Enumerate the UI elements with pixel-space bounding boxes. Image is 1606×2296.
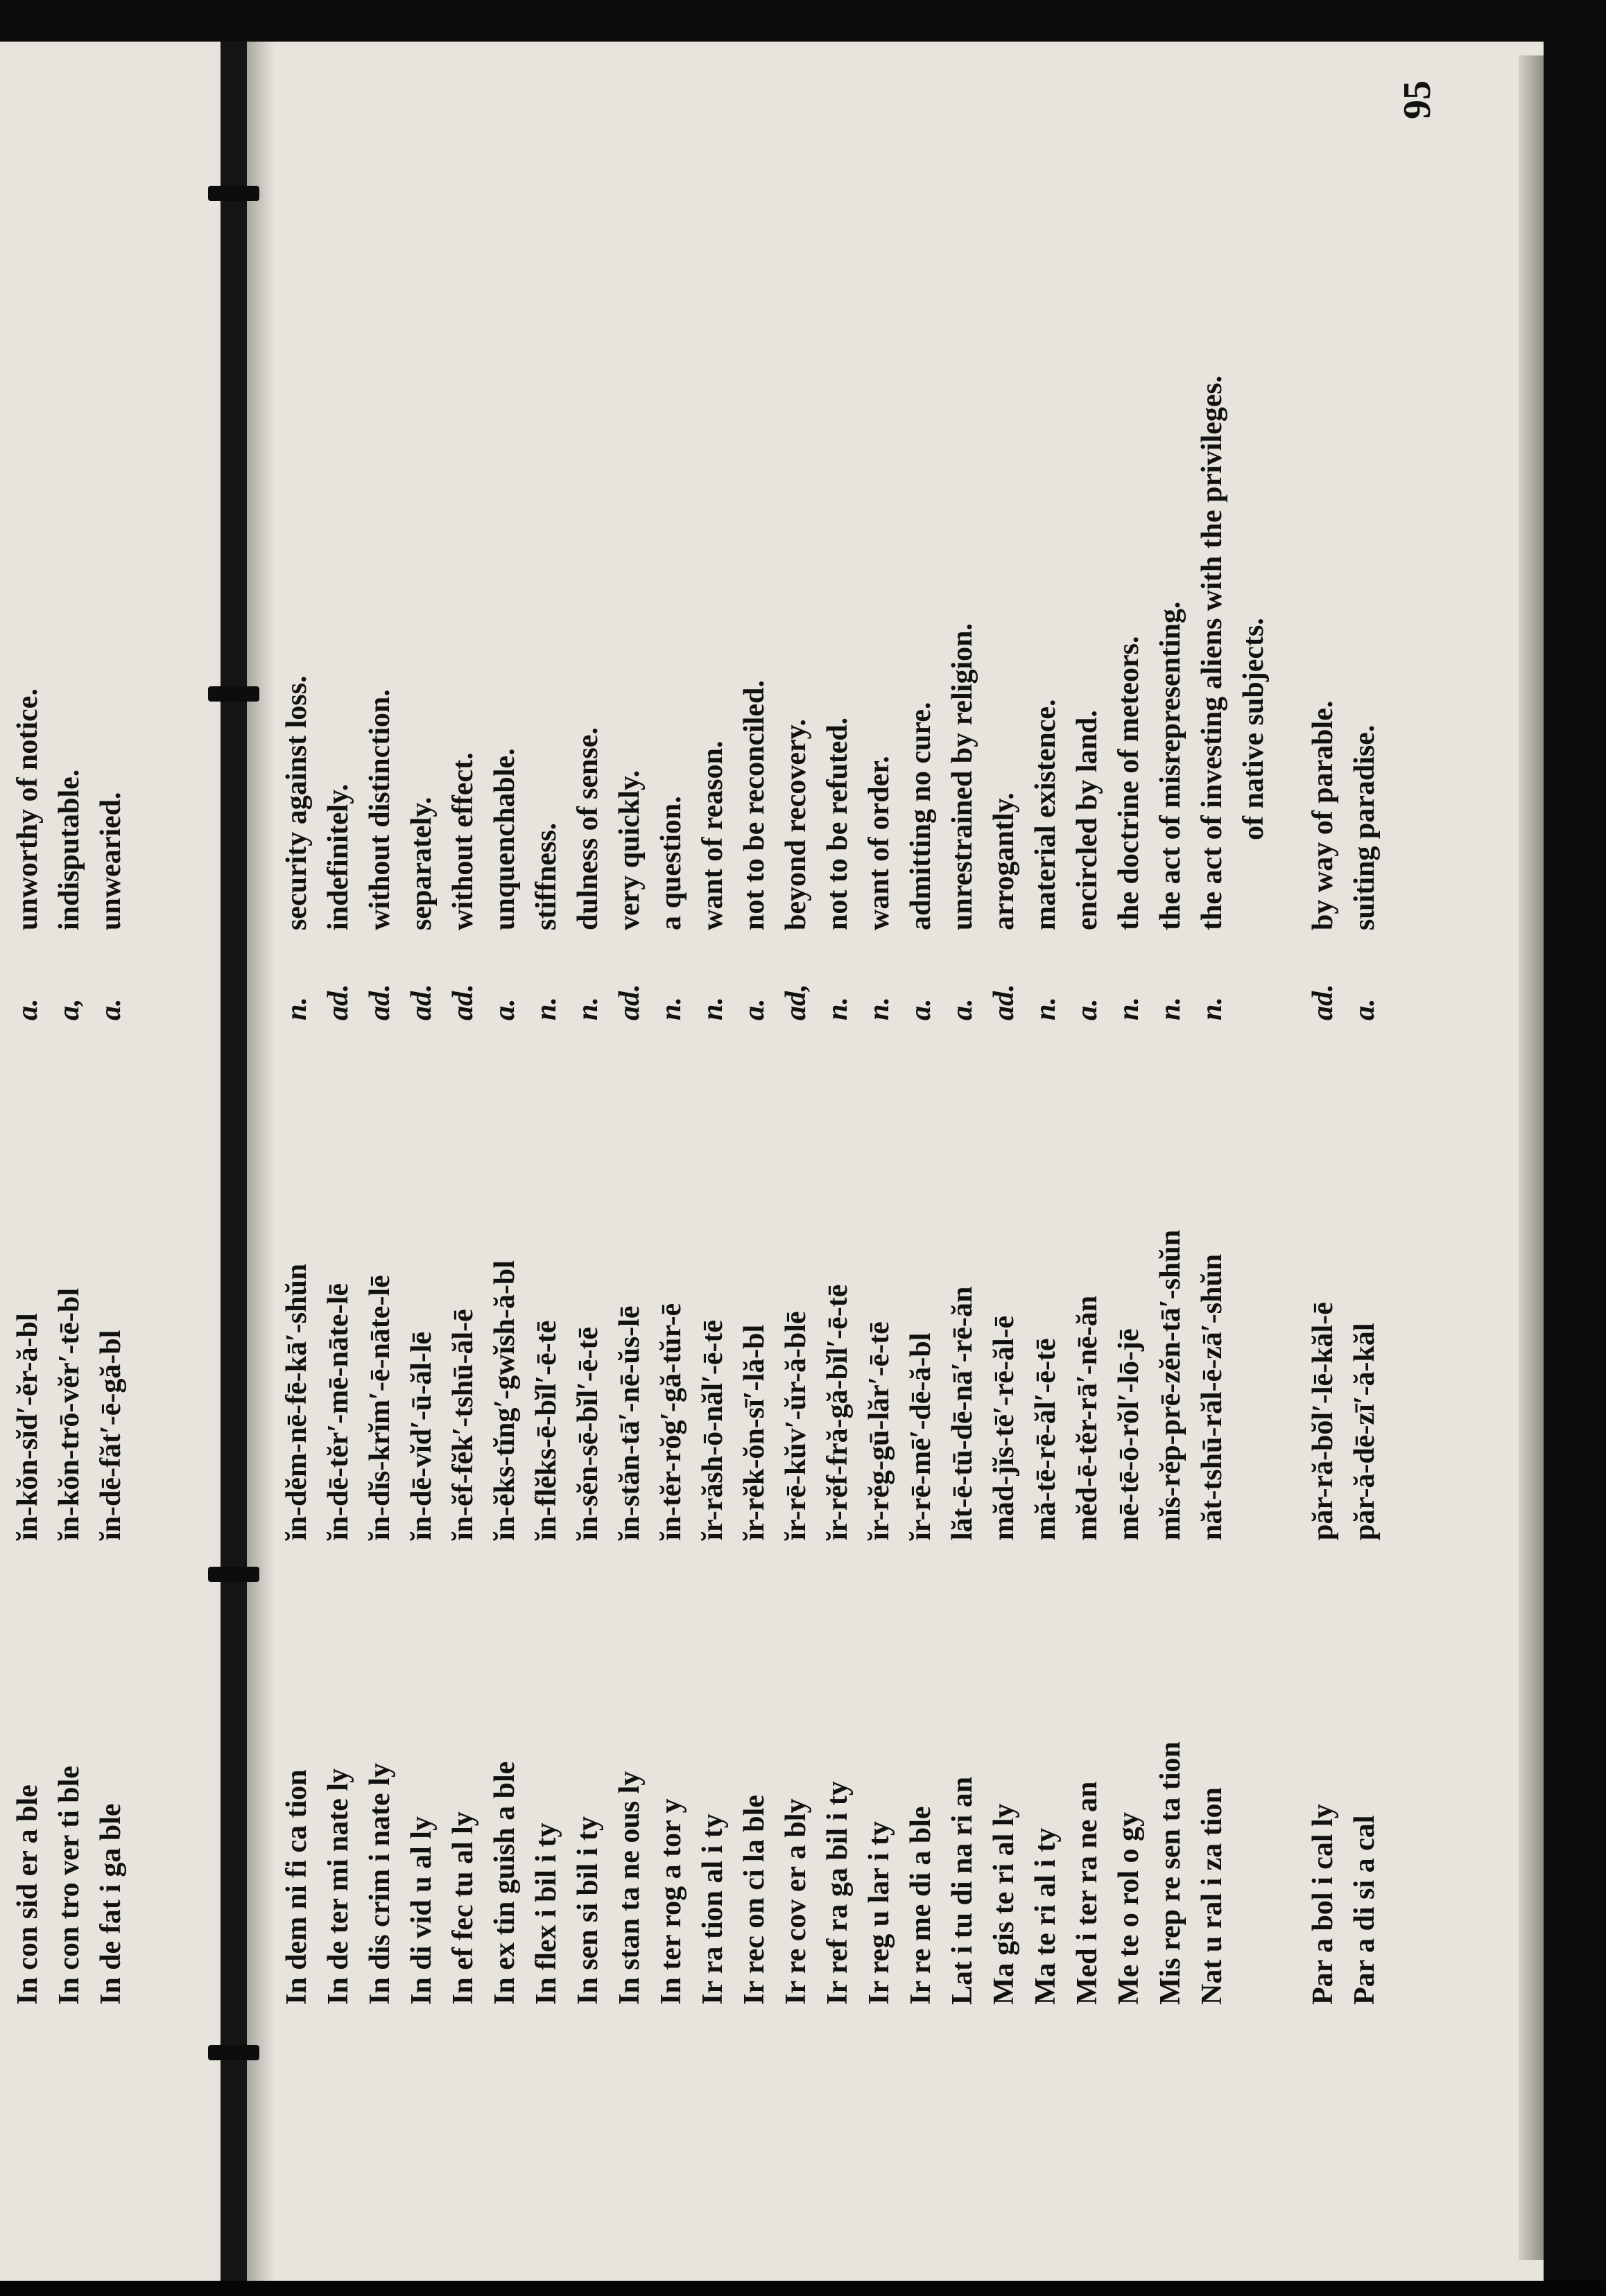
dictionary-entry — [1067, 0, 1108, 2296]
entry-pronunciation: ĭn-tĕr-rŏg′-gă-tŭr-ē — [655, 1303, 687, 1540]
entry-definition: material existence. — [1030, 699, 1062, 930]
entry-definition: admitting no cure. — [905, 702, 937, 930]
entry-pronunciation: ĭn-ĕf-fĕk′-tshū-ăl-ē — [447, 1309, 479, 1540]
entry-pronunciation: ĭn-ĕks-tĭng′-gwĭsh-ă-bl — [489, 1260, 521, 1540]
dictionary-entry — [692, 0, 734, 2296]
dictionary-entry — [567, 0, 609, 2296]
entry-part-of-speech: n. — [655, 997, 687, 1020]
entry-definition: want of reason. — [697, 740, 729, 930]
entry-definition: the act of investing aliens with the privileges. — [1196, 375, 1228, 930]
entry-pronunciation: ĭn-dē-făt′-ē-gă-bl — [95, 1330, 127, 1540]
dictionary-entry — [858, 0, 900, 2296]
entry-pronunciation: ĭn-kŏn-sĭd′-ĕr-ă-bl — [12, 1313, 44, 1540]
entry-definition: dulness of sense. — [572, 727, 604, 930]
entry-word: In ef fec tu al ly — [447, 1811, 479, 2005]
entry-pronunciation: ĭn-sĕn-sē-bĭl′-ē-tē — [572, 1326, 604, 1540]
entry-pronunciation: ĭr-rĕg-gū-lăr′-ē-tē — [863, 1321, 895, 1540]
entry-definition: indisputable. — [53, 769, 85, 930]
entry-definition: arrogantly. — [988, 792, 1020, 930]
dictionary-entry — [442, 0, 484, 2296]
entry-word: Par a bol i cal ly — [1307, 1804, 1339, 2005]
entry-part-of-speech: a. — [95, 998, 127, 1020]
entry-pronunciation: mĭs-rĕp-prē-zĕn-tā′-shŭn — [1155, 1229, 1186, 1540]
entry-word: In di vid u al ly — [406, 1816, 438, 2005]
entry-part-of-speech: n. — [1155, 997, 1186, 1020]
entry-word: In ter rog a tor y — [655, 1798, 687, 2005]
entry-pronunciation: ĭn-kŏn-trō-vĕr′-tē-bl — [53, 1287, 85, 1540]
entry-word: In ex tin guish a ble — [489, 1761, 521, 2005]
entry-pronunciation: ĭr-răsh-ō-năl′-ē-tē — [697, 1319, 729, 1540]
dictionary-entry — [650, 0, 692, 2296]
entry-word: Par a di si a cal — [1349, 1815, 1381, 2005]
entry-definition: suiting paradise. — [1349, 724, 1381, 930]
entry-word: In con tro ver ti ble — [53, 1766, 85, 2005]
entry-definition: unworthy of notice. — [12, 688, 44, 930]
entry-pronunciation: ĭn-dē-vĭd′-ū-ăl-lē — [406, 1331, 438, 1540]
dictionary-entry — [7, 0, 49, 2296]
entry-pronunciation: ĭr-rĕk-ŏn-sī′-lă-bl — [739, 1324, 770, 1540]
entry-definition: stiffness. — [530, 822, 562, 930]
entry-part-of-speech: ad. — [322, 984, 354, 1020]
entry-definition: unrestrained by religion. — [947, 623, 978, 930]
entry-word: In flex i bil i ty — [530, 1823, 562, 2005]
entry-part-of-speech: ad. — [364, 984, 396, 1020]
entry-part-of-speech: ad. — [406, 984, 438, 1020]
entry-word: Nat u ral i za tion — [1196, 1787, 1228, 2005]
dictionary-entry — [775, 0, 817, 2296]
entry-part-of-speech: n. — [822, 997, 854, 1020]
entry-word: Ir re me di a ble — [905, 1806, 937, 2005]
entry-word: In con sid er a ble — [12, 1784, 44, 2005]
entry-part-of-speech: n. — [1030, 997, 1062, 1020]
entry-definition: separately. — [406, 797, 438, 930]
entry-part-of-speech: ad. — [988, 984, 1020, 1020]
dictionary-entry — [359, 0, 401, 2296]
entry-part-of-speech: n. — [572, 997, 604, 1020]
entry-definition: of native subjects. — [1238, 618, 1270, 840]
dictionary-entry — [484, 0, 526, 2296]
entry-word: Ir rec on ci la ble — [739, 1795, 770, 2005]
entry-part-of-speech: n. — [1196, 997, 1228, 1020]
entry-part-of-speech: n. — [1113, 997, 1145, 1020]
entry-part-of-speech: a. — [12, 998, 44, 1020]
entry-word: Ir ra tion al i ty — [697, 1814, 729, 2005]
entry-pronunciation: ĭr-rĕf-fră-gă-bĭl′-ē-tē — [822, 1284, 854, 1540]
entry-word: Med i ter ra ne an — [1071, 1781, 1103, 2005]
entry-pronunciation: ĭn-dĕm-nē-fē-kā′-shŭn — [281, 1263, 313, 1540]
entry-definition: without distinction. — [364, 689, 396, 930]
entry-definition: beyond recovery. — [780, 719, 812, 930]
entry-pronunciation: mē-tē-ō-rŏl′-lō-jē — [1113, 1328, 1145, 1540]
entry-word: Ir re cov er a bly — [780, 1798, 812, 2005]
entry-pronunciation: mă-tē-rē-ăl′-ē-tē — [1030, 1338, 1062, 1540]
dictionary-entry — [401, 0, 442, 2296]
entry-definition: a question. — [655, 796, 687, 930]
entry-pronunciation: lăt-ē-tū-dē-nā′-rē-ăn — [947, 1286, 978, 1540]
dictionary-entry — [1344, 0, 1385, 2296]
entry-pronunciation: ĭn-dĭs-krĭm′-ē-nāte-lē — [364, 1275, 396, 1540]
entry-word: Ma gis te ri al ly — [988, 1803, 1020, 2005]
entry-pronunciation: măd-jĭs-tē′-rē-ăl-ē — [988, 1315, 1020, 1540]
entry-pronunciation: ĭn-dē-tĕr′-mē-nāte-lē — [322, 1283, 354, 1540]
entry-part-of-speech: a. — [739, 998, 770, 1020]
dictionary-entry — [276, 0, 318, 2296]
entry-part-of-speech: a. — [1071, 998, 1103, 1020]
entry-pronunciation: păr-ră-bŏl′-lē-kăl-ē — [1307, 1302, 1339, 1540]
dictionary-entry — [1025, 0, 1067, 2296]
entry-definition: encircled by land. — [1071, 710, 1103, 930]
dictionary-entry — [49, 0, 90, 2296]
entry-definition: without effect. — [447, 752, 479, 930]
dictionary-entry — [526, 0, 567, 2296]
page-number: 95 — [1396, 80, 1439, 119]
entry-word: In stan ta ne ous ly — [614, 1771, 646, 2005]
entry-word: Ma te ri al i ty — [1030, 1827, 1062, 2005]
entry-word: Ir ref ra ga bil i ty — [822, 1781, 854, 2005]
dictionary-entry — [90, 0, 132, 2296]
dictionary-entry — [900, 0, 942, 2296]
entry-definition: not to be reconciled. — [739, 680, 770, 930]
entry-part-of-speech: a. — [1349, 998, 1381, 1020]
entry-word: Mis rep re sen ta tion — [1155, 1741, 1186, 2005]
entry-definition: the act of misrepresenting. — [1155, 601, 1186, 930]
dictionary-entry — [1302, 0, 1344, 2296]
entry-definition: security against loss. — [281, 675, 313, 930]
entry-part-of-speech: ad. — [614, 984, 646, 1020]
entry-word: Lat i tu di na ri an — [947, 1776, 978, 2005]
dictionary-entry — [734, 0, 775, 2296]
entry-definition: by way of parable. — [1307, 700, 1339, 930]
entry-part-of-speech: a. — [905, 998, 937, 1020]
entry-pronunciation: ĭr-rē-kŭv′-ŭr-ă-blē — [780, 1311, 812, 1540]
entry-word: In de fat i ga ble — [95, 1803, 127, 2005]
dictionary-entry — [318, 0, 359, 2296]
entry-part-of-speech: n. — [530, 997, 562, 1020]
entry-pronunciation: năt-tshū-răl-ē-zā′-shŭn — [1196, 1253, 1228, 1540]
entry-part-of-speech: a. — [489, 998, 521, 1020]
entry-part-of-speech: n. — [281, 997, 313, 1020]
dictionary-entry — [609, 0, 650, 2296]
entry-pronunciation: ĭn-flĕks-ē-bĭl′-ē-tē — [530, 1320, 562, 1540]
dictionary-entry — [1108, 0, 1150, 2296]
entry-definition: not to be refuted. — [822, 717, 854, 930]
dictionary-entry — [983, 0, 1025, 2296]
entry-word: In dis crim i nate ly — [364, 1763, 396, 2005]
dictionary-entry — [1191, 0, 1233, 2296]
entry-definition: very quickly. — [614, 769, 646, 930]
entry-word: In de ter mi nate ly — [322, 1768, 354, 2005]
dictionary-entry — [942, 0, 983, 2296]
entry-pronunciation: mĕd-ē-tĕr-rā′-nē-ăn — [1071, 1295, 1103, 1540]
entry-definition: the doctrine of meteors. — [1113, 636, 1145, 930]
entry-pronunciation: păr-ă-dē-zī′-ă-kăl — [1349, 1323, 1381, 1540]
entry-pronunciation: ĭn-stăn-tā′-nē-ŭs-lē — [614, 1305, 646, 1540]
entry-word: In sen si bil i ty — [572, 1816, 604, 2005]
entry-definition: want of order. — [863, 756, 895, 930]
entry-definition: indefinitely. — [322, 783, 354, 930]
entry-part-of-speech: a. — [947, 998, 978, 1020]
entry-part-of-speech: n. — [863, 997, 895, 1020]
entry-part-of-speech: ad. — [1307, 984, 1339, 1020]
entry-word: Ir reg u lar i ty — [863, 1821, 895, 2005]
dictionary-entry-continuation — [1233, 0, 1275, 2296]
entry-pronunciation: ĭr-rē-mē′-dē-ă-bl — [905, 1332, 937, 1540]
entry-word: In dem ni fi ca tion — [281, 1769, 313, 2005]
entry-part-of-speech: a, — [53, 998, 85, 1020]
entry-definition: unquenchable. — [489, 748, 521, 930]
dictionary-entry — [1150, 0, 1191, 2296]
entry-part-of-speech: ad, — [780, 984, 812, 1020]
entry-word: Me te o rol o gy — [1113, 1812, 1145, 2005]
entry-part-of-speech: ad. — [447, 984, 479, 1020]
entry-part-of-speech: n. — [697, 997, 729, 1020]
dictionary-entry — [817, 0, 858, 2296]
entry-definition: unwearied. — [95, 792, 127, 930]
